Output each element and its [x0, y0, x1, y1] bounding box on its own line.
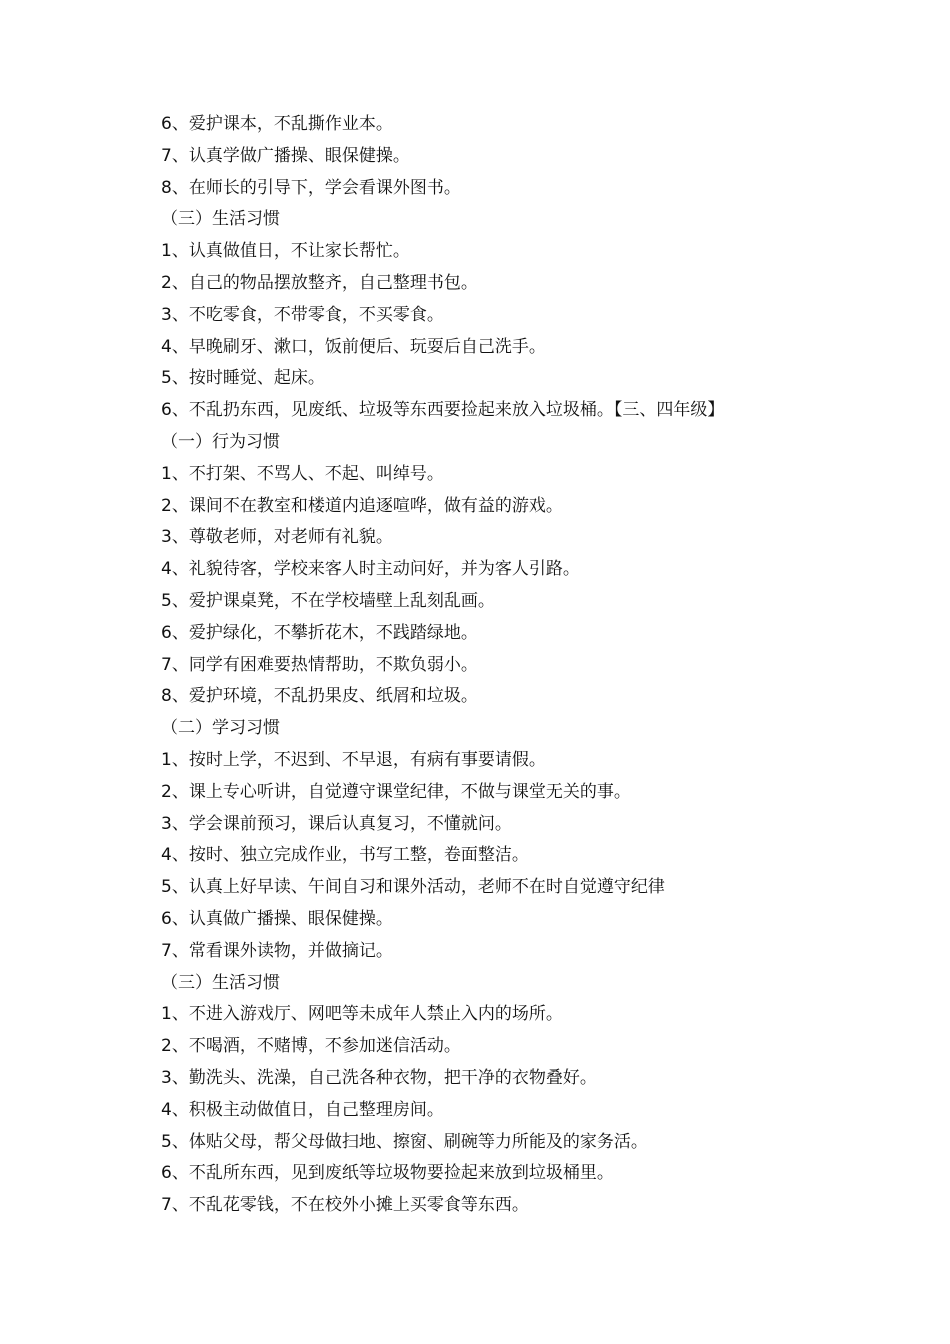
list-item: 1、按时上学，不迟到、不早退，有病有事要请假。 [161, 749, 546, 770]
list-item: 7、不乱花零钱，不在校外小摊上买零食等东西。 [161, 1195, 529, 1216]
list-item: 3、不吃零食，不带零食，不买零食。 [161, 304, 444, 325]
section-heading: （三）生活习惯 [161, 972, 280, 993]
list-item: 3、学会课前预习，课后认真复习，不懂就问。 [161, 813, 512, 834]
list-item: 4、积极主动做值日，自己整理房间。 [161, 1099, 444, 1120]
list-item: 4、按时、独立完成作业，书写工整，卷面整洁。 [161, 845, 529, 866]
list-item: 5、按时睡觉、起床。 [161, 368, 325, 389]
list-item: 6、爱护课本，不乱撕作业本。 [161, 114, 393, 134]
list-item: 3、勤洗头、洗澡，自己洗各种衣物，把干净的衣物叠好。 [161, 1067, 597, 1088]
section-heading: （一）行为习惯 [161, 431, 280, 452]
list-item: 6、不乱扔东西，见废纸、垃圾等东西要捡起来放入垃圾桶。【三、四年级】 [161, 400, 725, 421]
list-item: 7、同学有困难要热情帮助，不欺负弱小。 [161, 654, 478, 675]
section-heading: （二）学习习惯 [161, 718, 280, 739]
list-item: 4、礼貌待客，学校来客人时主动问好，并为客人引路。 [161, 559, 580, 580]
list-item: 7、常看课外读物，并做摘记。 [161, 940, 393, 961]
list-item: 1、不进入游戏厅、网吧等未成年人禁止入内的场所。 [161, 1004, 563, 1025]
list-item: 8、爱护环境，不乱扔果皮、纸屑和垃圾。 [161, 686, 478, 707]
list-item: 5、认真上好早读、午间自习和课外活动，老师不在时自觉遵守纪律 [161, 877, 665, 898]
list-item: 5、体贴父母，帮父母做扫地、擦窗、刷碗等力所能及的家务活。 [161, 1131, 648, 1152]
section-heading: （三）生活习惯 [161, 209, 280, 230]
list-item: 2、自己的物品摆放整齐，自己整理书包。 [161, 272, 478, 293]
list-item: 8、在师长的引导下，学会看课外图书。 [161, 177, 461, 198]
list-item: 6、认真做广播操、眼保健操。 [161, 908, 393, 929]
list-item: 6、不乱所东西，见到废纸等垃圾物要捡起来放到垃圾桶里。 [161, 1163, 614, 1184]
document-body [161, 109, 861, 1222]
list-item: 1、认真做值日，不让家长帮忙。 [161, 241, 410, 262]
list-item: 6、爱护绿化，不攀折花木，不践踏绿地。 [161, 622, 478, 643]
list-item: 2、不喝酒，不赌博，不参加迷信活动。 [161, 1036, 461, 1057]
list-item: 7、认真学做广播操、眼保健操。 [161, 145, 410, 166]
list-item: 4、早晚刷牙、漱口，饭前便后、玩耍后自己洗手。 [161, 336, 546, 357]
list-item: 3、尊敬老师，对老师有礼貌。 [161, 527, 393, 548]
list-item: 1、不打架、不骂人、不起、叫绰号。 [161, 463, 444, 484]
list-item: 5、爱护课桌凳，不在学校墙壁上乱刻乱画。 [161, 590, 495, 611]
list-item: 2、课上专心听讲，自觉遵守课堂纪律，不做与课堂无关的事。 [161, 781, 631, 802]
list-item: 2、课间不在教室和楼道内追逐喧哗，做有益的游戏。 [161, 495, 563, 516]
